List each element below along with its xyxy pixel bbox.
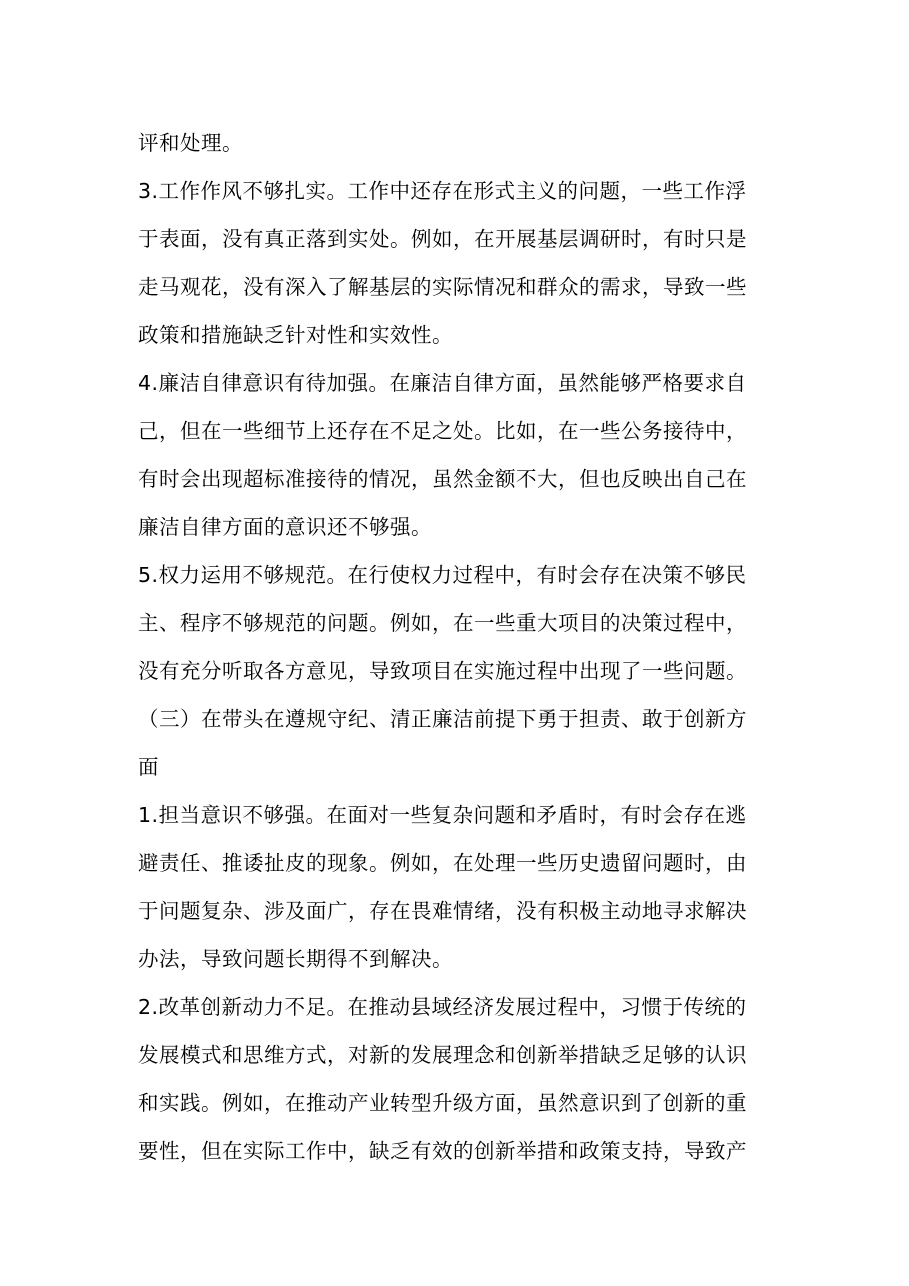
section-heading: （三）在带头在遵规守纪、清正廉洁前提下勇于担责、敢于创新方 (138, 707, 747, 731)
text-line: 3.工作作风不够扎实。工作中还存在形式主义的问题，一些工作浮 (138, 179, 747, 203)
text-line: 5.权力运用不够规范。在行使权力过程中，有时会存在决策不够民 (138, 563, 747, 587)
text-line: 主、程序不够规范的问题。例如，在一些重大项目的决策过程中， (138, 611, 747, 635)
text-line: 于表面，没有真正落到实处。例如，在开展基层调研时，有时只是 (138, 227, 747, 251)
text-line: 4.廉洁自律意识有待加强。在廉洁自律方面，虽然能够严格要求自 (138, 371, 747, 395)
text-line: 己，但在一些细节上还存在不足之处。比如，在一些公务接待中， (138, 419, 747, 443)
text-line: 没有充分听取各方意见，导致项目在实施过程中出现了一些问题。 (138, 659, 747, 683)
text-line: 有时会出现超标准接待的情况，虽然金额不大，但也反映出自己在 (138, 467, 747, 491)
text-line: 政策和措施缺乏针对性和实效性。 (138, 323, 453, 347)
text-line: 和实践。例如，在推动产业转型升级方面，虽然意识到了创新的重 (138, 1091, 747, 1115)
text-line: 评和处理。 (138, 131, 243, 155)
text-line: 1.担当意识不够强。在面对一些复杂问题和矛盾时，有时会存在逃 (138, 803, 747, 827)
text-line: 廉洁自律方面的意识还不够强。 (138, 515, 432, 539)
text-line: 走马观花，没有深入了解基层的实际情况和群众的需求，导致一些 (138, 275, 747, 299)
text-line: 要性，但在实际工作中，缺乏有效的创新举措和政策支持，导致产 (138, 1139, 747, 1163)
section-heading: 面 (138, 755, 159, 779)
text-line: 于问题复杂、涉及面广，存在畏难情绪，没有积极主动地寻求解决 (138, 899, 747, 923)
text-line: 办法，导致问题长期得不到解决。 (138, 947, 453, 971)
text-line: 避责任、推诿扯皮的现象。例如，在处理一些历史遗留问题时，由 (138, 851, 747, 875)
text-line: 2.改革创新动力不足。在推动县域经济发展过程中，习惯于传统的 (138, 995, 747, 1019)
text-line: 发展模式和思维方式，对新的发展理念和创新举措缺乏足够的认识 (138, 1043, 747, 1067)
